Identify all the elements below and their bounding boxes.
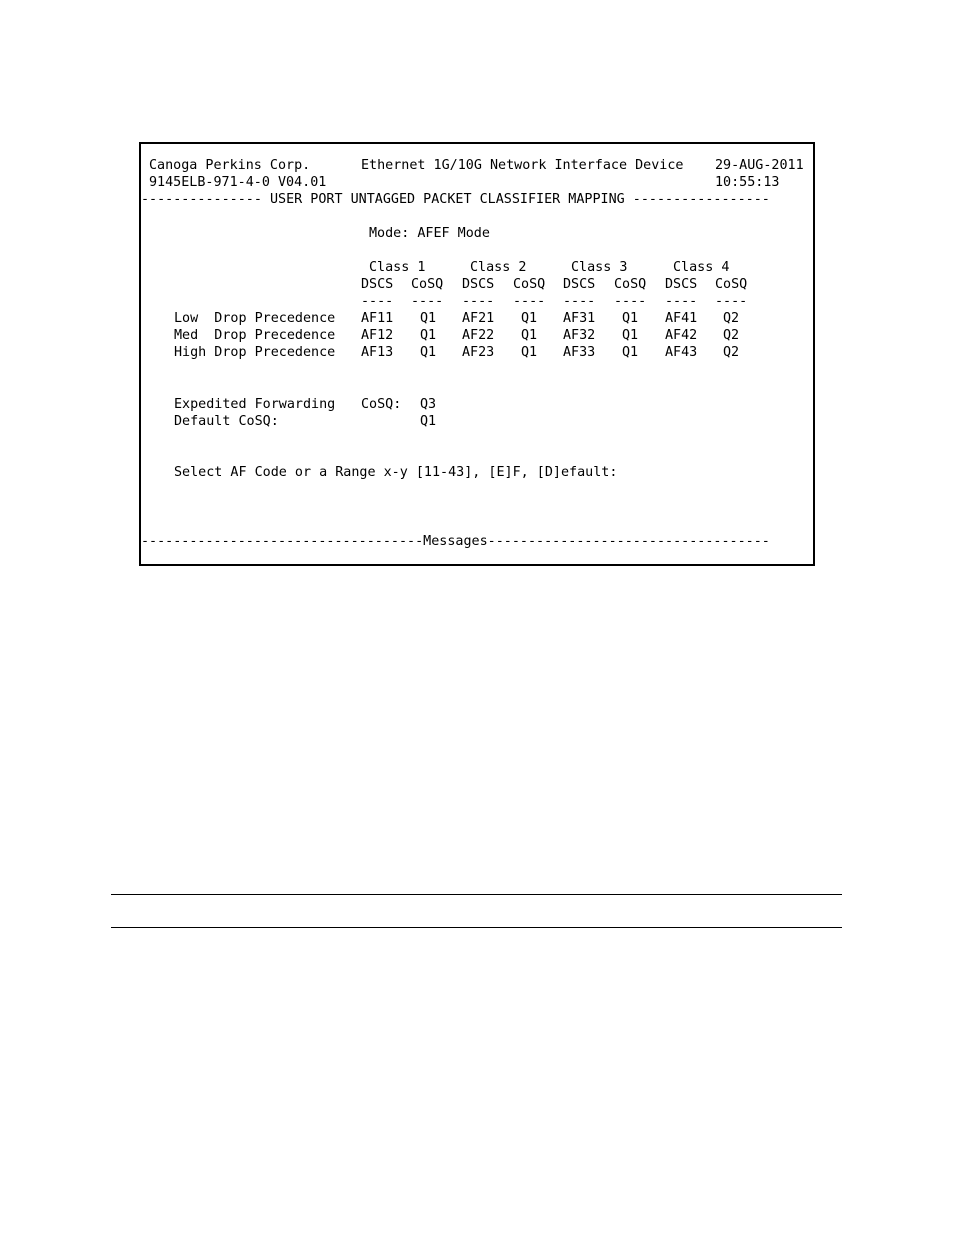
mode-line [369, 225, 490, 242]
cell-dscs[interactable]: AF12 [361, 328, 394, 343]
device-name: Ethernet 1G/10G Network Interface Device [361, 158, 684, 173]
row-label-low[interactable]: Low Drop Precedence [174, 311, 336, 326]
col-cosq-4: CoSQ [715, 277, 748, 292]
cell-dscs[interactable]: AF42 [665, 328, 698, 343]
cell-cosq[interactable]: Q1 [521, 345, 538, 360]
cell-dscs[interactable]: AF31 [563, 311, 596, 326]
expedited-cosq-label: CoSQ: [361, 397, 402, 412]
cell-cosq[interactable]: Q1 [420, 345, 437, 360]
model-version: 9145ELB-971-4-0 V04.01 [149, 175, 327, 190]
cell-dscs[interactable]: AF23 [462, 345, 495, 360]
col-cosq-1: CoSQ [411, 277, 444, 292]
col-underline: ---- [563, 294, 596, 309]
class-heading-4: Class 4 [673, 260, 730, 275]
col-underline: ---- [361, 294, 394, 309]
page-divider-bottom [111, 927, 842, 928]
cell-cosq[interactable]: Q1 [420, 311, 437, 326]
header-time: 10:55:13 [715, 175, 780, 190]
cell-dscs[interactable]: AF41 [665, 311, 698, 326]
class-heading-1: Class 1 [369, 260, 426, 275]
col-cosq-3: CoSQ [614, 277, 647, 292]
company-name: Canoga Perkins Corp. [149, 158, 311, 173]
class-heading-2: Class 2 [470, 260, 527, 275]
cell-cosq[interactable]: Q2 [723, 328, 740, 343]
cell-dscs[interactable]: AF32 [563, 328, 596, 343]
col-underline: ---- [715, 294, 748, 309]
col-underline: ---- [411, 294, 444, 309]
expedited-cosq-value[interactable]: Q3 [420, 397, 437, 412]
cell-dscs[interactable]: AF21 [462, 311, 495, 326]
screen-title-bar [141, 191, 770, 208]
col-cosq-2: CoSQ [513, 277, 546, 292]
default-cosq-value[interactable]: Q1 [420, 414, 437, 429]
dash-right: ----------------- [624, 192, 770, 207]
class-heading-3: Class 3 [571, 260, 628, 275]
row-label-med[interactable]: Med Drop Precedence [174, 328, 336, 343]
screen-title: USER PORT UNTAGGED PACKET CLASSIFIER MAPPING [270, 192, 625, 207]
default-cosq-label[interactable]: Default CoSQ: [174, 414, 279, 429]
messages-label: Messages [423, 534, 488, 549]
dash-left: --------------- [141, 192, 270, 207]
cell-dscs[interactable]: AF11 [361, 311, 394, 326]
cell-dscs[interactable]: AF22 [462, 328, 495, 343]
command-prompt[interactable]: Select AF Code or a Range x-y [11-43], [E]F, [D]efault: [174, 465, 618, 480]
header-date: 29-AUG-2011 [715, 158, 804, 173]
messages-bar [141, 533, 770, 550]
cell-cosq[interactable]: Q1 [521, 328, 538, 343]
cell-cosq[interactable]: Q2 [723, 345, 740, 360]
cell-cosq[interactable]: Q1 [622, 328, 639, 343]
expedited-forwarding-label[interactable]: Expedited Forwarding [174, 397, 336, 412]
page-divider-top [111, 894, 842, 895]
dash-right: ----------------------------------- [487, 534, 770, 549]
mode-label: Mode: [369, 226, 410, 241]
cell-dscs[interactable]: AF13 [361, 345, 394, 360]
col-dscs-1: DSCS [361, 277, 394, 292]
row-label-high[interactable]: High Drop Precedence [174, 345, 336, 360]
dash-left: ----------------------------------- [141, 534, 424, 549]
col-dscs-3: DSCS [563, 277, 596, 292]
cell-dscs[interactable]: AF43 [665, 345, 698, 360]
col-underline: ---- [513, 294, 546, 309]
col-dscs-4: DSCS [665, 277, 698, 292]
terminal-screen [139, 142, 815, 566]
col-underline: ---- [614, 294, 647, 309]
cell-cosq[interactable]: Q1 [420, 328, 437, 343]
cell-cosq[interactable]: Q1 [622, 345, 639, 360]
cell-cosq[interactable]: Q1 [622, 311, 639, 326]
cell-cosq[interactable]: Q2 [723, 311, 740, 326]
col-underline: ---- [665, 294, 698, 309]
col-underline: ---- [462, 294, 495, 309]
cell-cosq[interactable]: Q1 [521, 311, 538, 326]
col-dscs-2: DSCS [462, 277, 495, 292]
mode-value: AFEF Mode [417, 226, 490, 241]
cell-dscs[interactable]: AF33 [563, 345, 596, 360]
